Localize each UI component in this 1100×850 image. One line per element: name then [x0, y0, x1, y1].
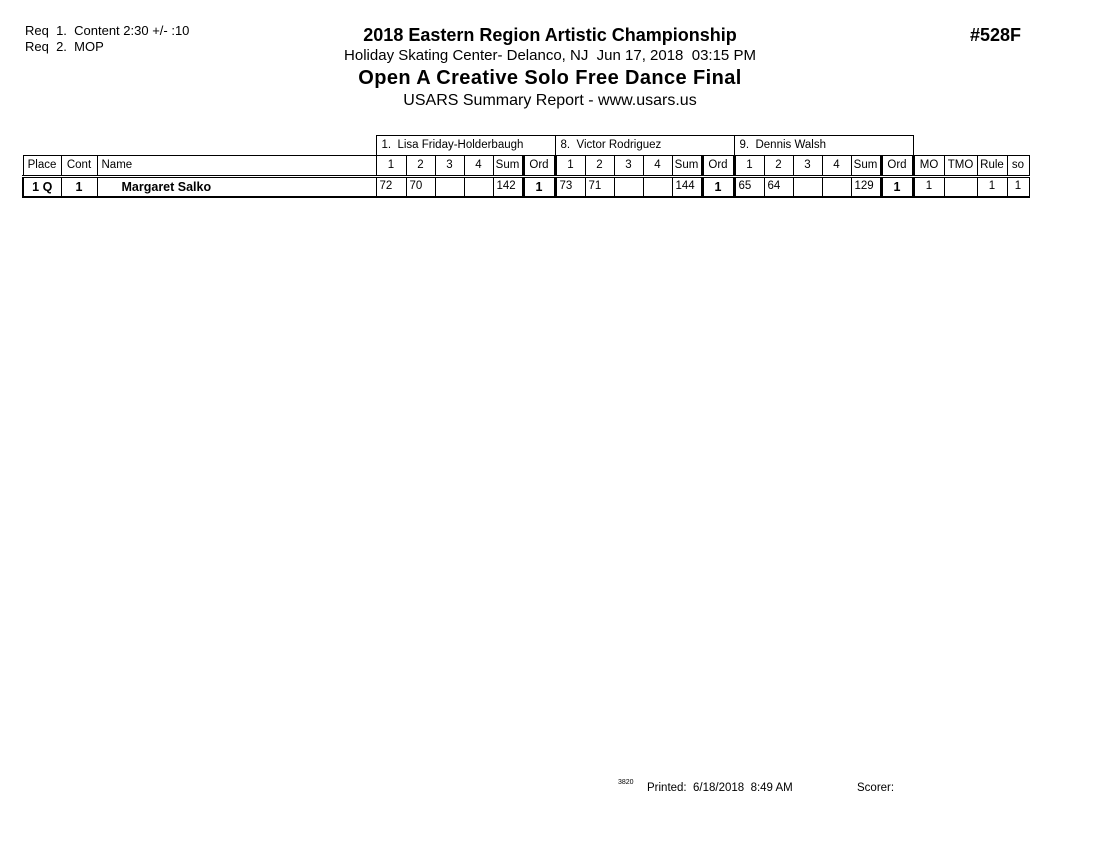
judge-2-score-3-cell — [614, 177, 643, 197]
championship-title: 2018 Eastern Region Artistic Championship — [363, 25, 737, 45]
judge-2-col-4-header: 4 — [643, 156, 672, 177]
judge-3-col-2-header: 2 — [764, 156, 793, 177]
judge-1-col-2-header: 2 — [406, 156, 435, 177]
report-type-line: USARS Summary Report - www.usars.us — [403, 92, 697, 109]
judge-3-ord-cell: 1 — [881, 177, 913, 197]
judge-names-row — [23, 136, 1029, 156]
skater-result-row — [23, 177, 1029, 197]
judge-1-ord-cell: 1 — [523, 177, 555, 197]
judge-1-ord-header: Ord — [523, 156, 555, 177]
judge-3-score-4-cell — [822, 177, 851, 197]
place-cell: 1 Q — [23, 177, 61, 197]
mo-column-header: MO — [913, 156, 944, 177]
tmo-column-header: TMO — [944, 156, 977, 177]
judge-3-col-1-header: 1 — [734, 156, 764, 177]
judge-1-score-1-cell: 72 — [376, 177, 406, 197]
so-cell: 1 — [1007, 177, 1029, 197]
cont-cell: 1 — [61, 177, 97, 197]
judge-3-score-1-cell: 65 — [734, 177, 764, 197]
judge-3-score-2-cell: 64 — [764, 177, 793, 197]
judge-row-right-spacer — [913, 136, 1029, 156]
judge-row-left-spacer — [23, 136, 376, 156]
judge-1-score-4-cell — [464, 177, 493, 197]
judge-2-sum-cell: 144 — [672, 177, 702, 197]
judge-2-col-2-header: 2 — [585, 156, 614, 177]
judge-2-sum-header: Sum — [672, 156, 702, 177]
judge-1-col-4-header: 4 — [464, 156, 493, 177]
judge-2-col-3-header: 3 — [614, 156, 643, 177]
judge-3-name: 9. Dennis Walsh — [734, 136, 913, 156]
skater-name-cell: Margaret Salko — [97, 177, 376, 197]
req-line-2: Req 2. MOP — [25, 39, 104, 54]
judge-1-sum-cell: 142 — [493, 177, 523, 197]
judge-1-name: 1. Lisa Friday-Holderbaugh — [376, 136, 555, 156]
so-column-header: so — [1007, 156, 1029, 177]
judge-2-score-2-cell: 71 — [585, 177, 614, 197]
judge-2-score-1-cell: 73 — [555, 177, 585, 197]
judge-1-score-2-cell: 70 — [406, 177, 435, 197]
judge-2-col-1-header: 1 — [555, 156, 585, 177]
judge-2-ord-cell: 1 — [702, 177, 734, 197]
judge-1-score-3-cell — [435, 177, 464, 197]
tmo-cell — [944, 177, 977, 197]
venue-date-line: Holiday Skating Center- Delanco, NJ Jun 17, 2018 03:15 PM — [344, 47, 756, 64]
req-line-1: Req 1. Content 2:30 +/- :10 — [25, 23, 190, 38]
event-number: #528F — [969, 25, 1021, 45]
judge-2-name: 8. Victor Rodriguez — [555, 136, 734, 156]
rule-column-header: Rule — [977, 156, 1007, 177]
judge-1-col-1-header: 1 — [376, 156, 406, 177]
footer-code: 3820 — [618, 779, 634, 786]
judge-3-col-3-header: 3 — [793, 156, 822, 177]
judge-3-ord-header: Ord — [881, 156, 913, 177]
judge-3-sum-cell: 129 — [851, 177, 881, 197]
cont-column-header: Cont — [61, 156, 97, 177]
judge-2-ord-header: Ord — [702, 156, 734, 177]
judge-3-score-3-cell — [793, 177, 822, 197]
place-column-header: Place — [23, 156, 61, 177]
name-column-header: Name — [97, 156, 376, 177]
results-table — [22, 135, 1030, 198]
rule-cell: 1 — [977, 177, 1007, 197]
judge-1-sum-header: Sum — [493, 156, 523, 177]
title-block — [0, 25, 1100, 111]
judge-1-col-3-header: 3 — [435, 156, 464, 177]
mo-cell: 1 — [913, 177, 944, 197]
column-header-row — [23, 156, 1029, 177]
scorer-label: Scorer: — [857, 782, 895, 794]
printed-timestamp: Printed: 6/18/2018 8:49 AM — [647, 782, 793, 794]
judge-3-col-4-header: 4 — [822, 156, 851, 177]
judge-3-sum-header: Sum — [851, 156, 881, 177]
judge-2-score-4-cell — [643, 177, 672, 197]
event-title: Open A Creative Solo Free Dance Final — [358, 67, 742, 89]
